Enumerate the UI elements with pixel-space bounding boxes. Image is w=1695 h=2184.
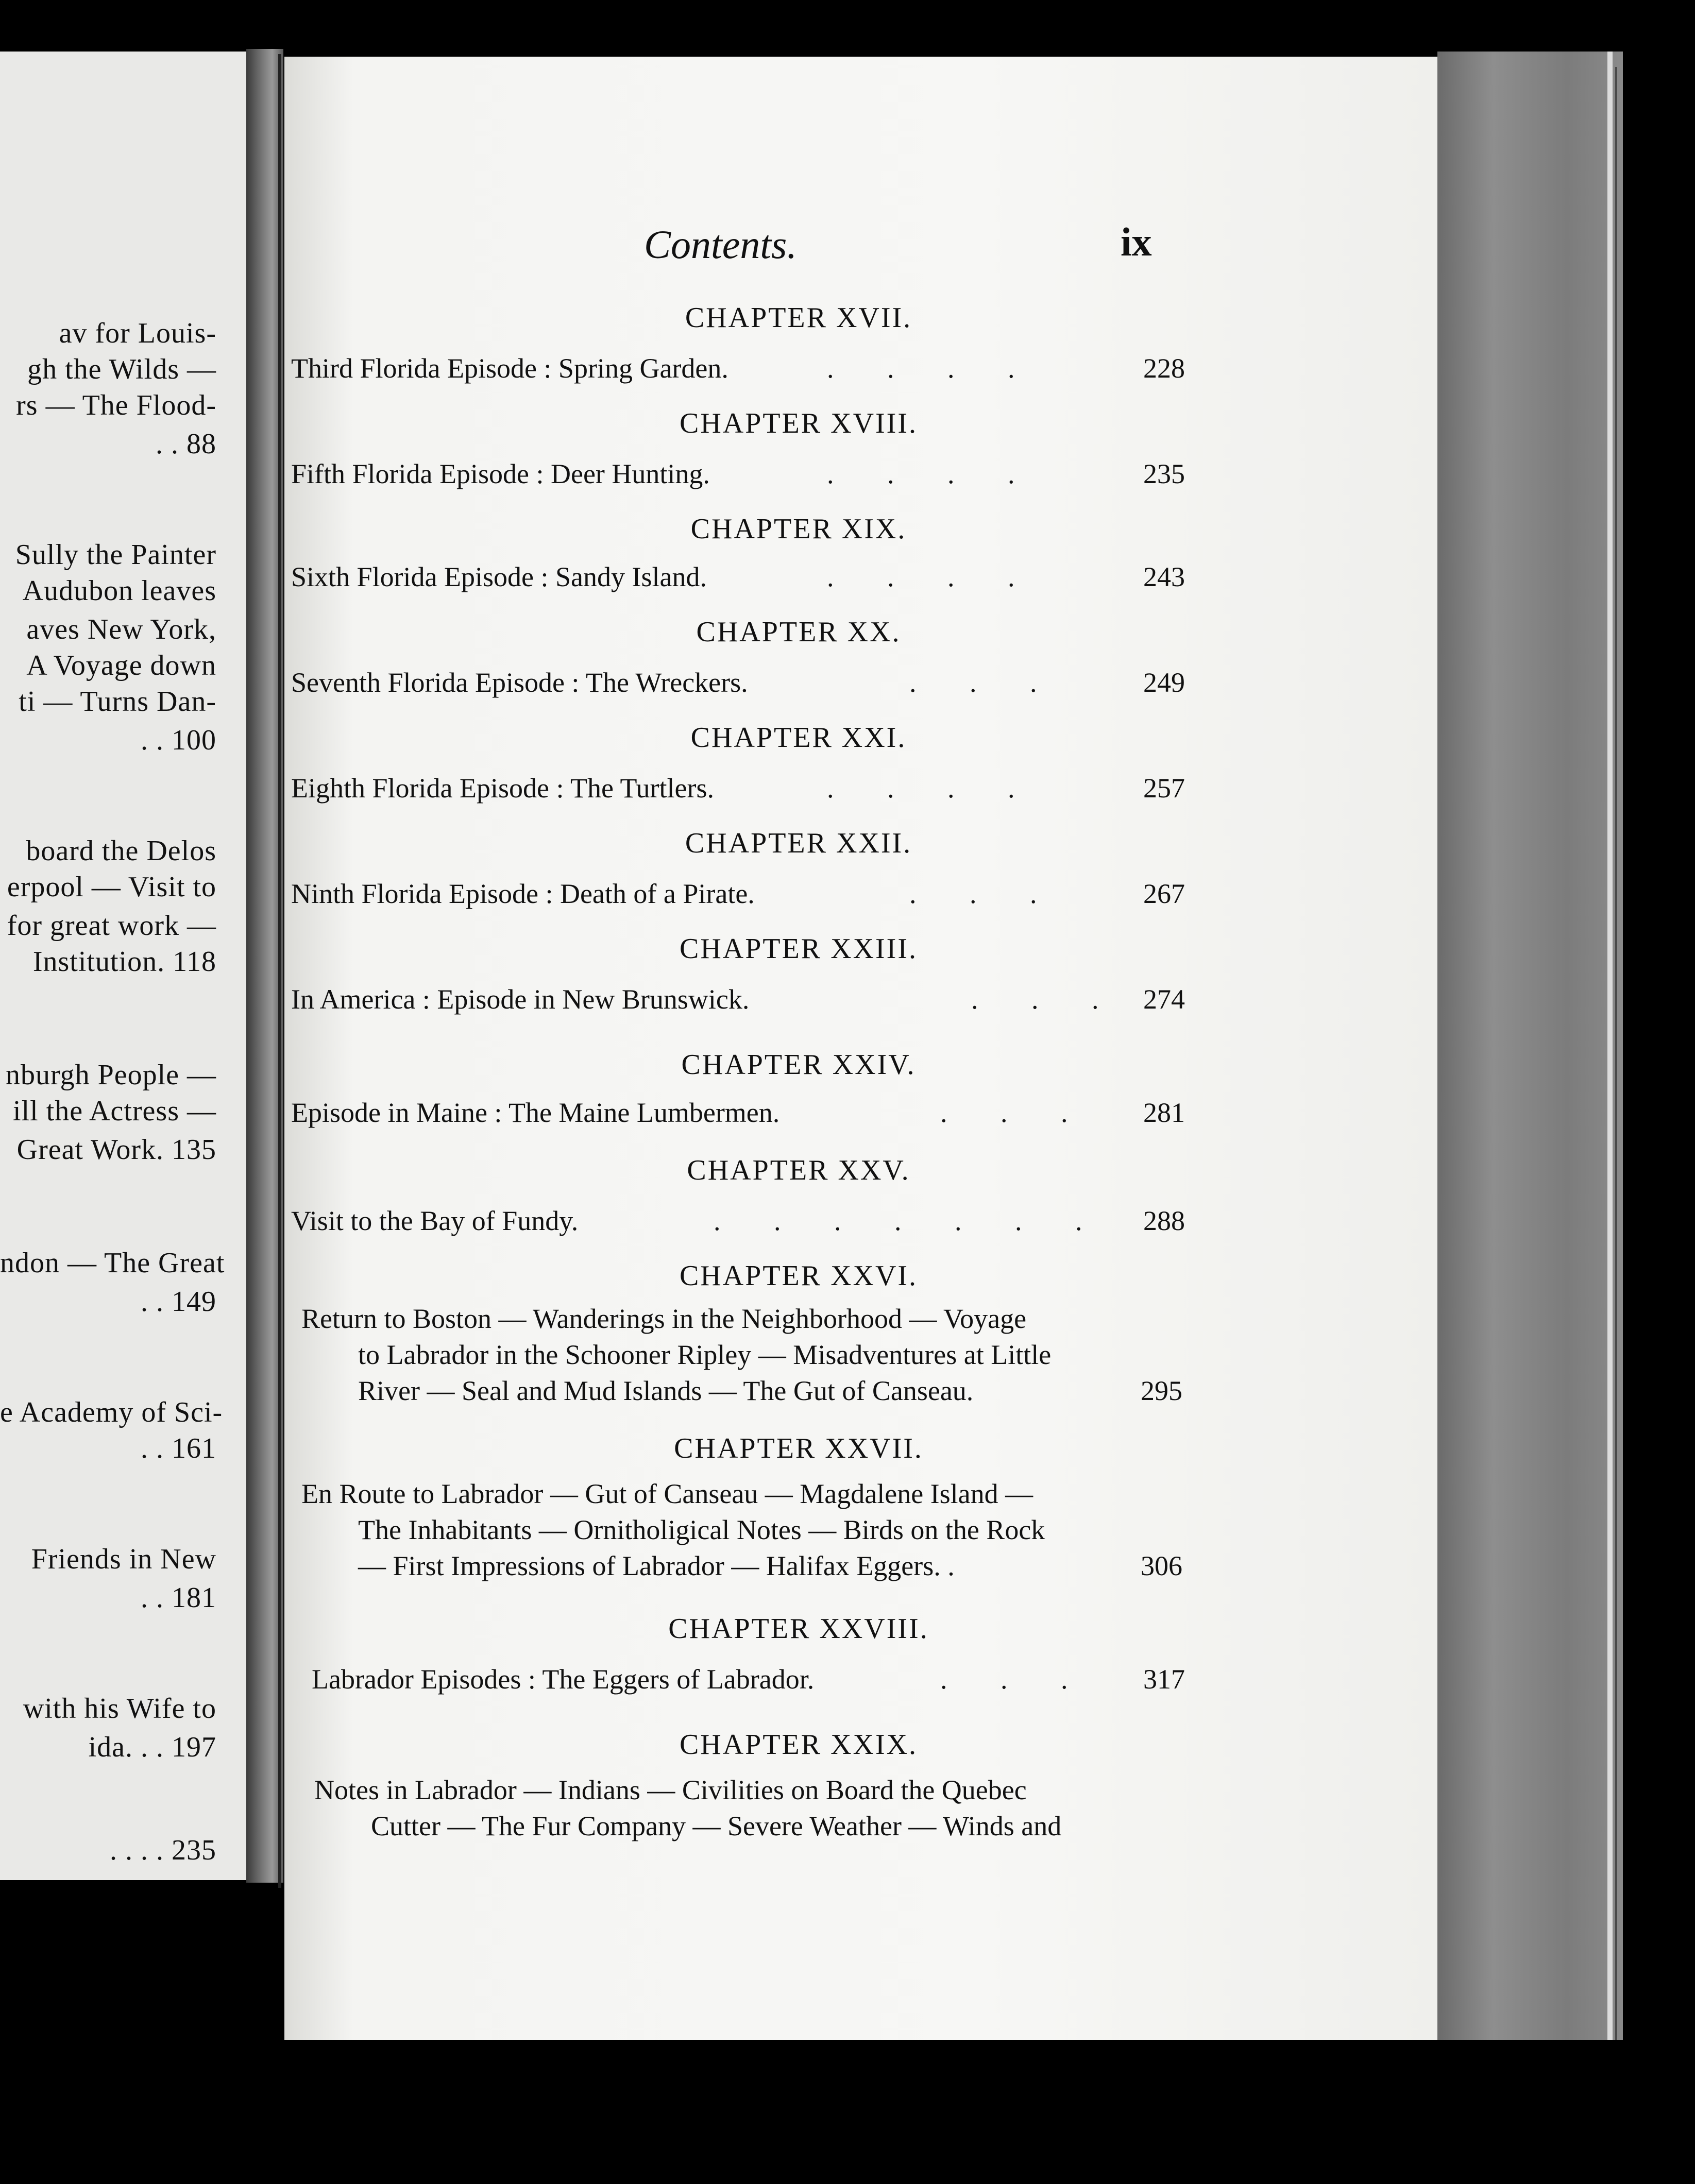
chapter-heading: CHAPTER XXI.: [690, 722, 907, 754]
leader-dots: . . .: [909, 878, 1040, 909]
entry-title: Ninth Florida Episode : Death of a Pirate.: [291, 878, 755, 909]
left-page-line: Institution. 118: [32, 946, 216, 978]
left-page-line: ndon — The Great: [0, 1247, 225, 1279]
chapter-heading: CHAPTER XIX.: [690, 513, 907, 545]
entry-page: 317: [1143, 1664, 1185, 1695]
entry-page: 306: [1141, 1550, 1182, 1581]
scan-border: [0, 2040, 1695, 2184]
entry-page: 243: [1143, 561, 1185, 592]
page-number: ix: [1121, 219, 1152, 264]
leader-dots: . . . .: [827, 458, 1018, 489]
chapter-heading: CHAPTER XX.: [696, 616, 901, 648]
leader-dots: . . . . . . .: [714, 1205, 1086, 1236]
running-title: Contents.: [644, 222, 797, 267]
scan-border: [0, 0, 1695, 54]
entry-page: 281: [1143, 1097, 1185, 1128]
left-page-line: . . 149: [141, 1286, 216, 1318]
entry-title: Sixth Florida Episode : Sandy Island.: [291, 561, 707, 592]
chapter-heading: CHAPTER XXII.: [685, 827, 912, 859]
leader-dots: . . . .: [827, 353, 1018, 384]
entry-line: to Labrador in the Schooner Ripley — Misadventures at Little: [358, 1339, 1052, 1370]
entry-title: Visit to the Bay of Fundy.: [291, 1205, 579, 1236]
left-page-line: erpool — Visit to: [7, 871, 216, 903]
left-page-line: Friends in New: [31, 1543, 216, 1575]
chapter-heading: CHAPTER XXVIII.: [668, 1613, 929, 1645]
left-page-line: ti — Turns Dan-: [19, 686, 216, 718]
leader-dots: . . .: [909, 667, 1040, 698]
leader-dots: . . .: [940, 1664, 1071, 1695]
left-page-line: board the Delos: [26, 835, 216, 867]
leader-dots: . . .: [940, 1097, 1071, 1128]
entry-title: Seventh Florida Episode : The Wreckers.: [291, 667, 748, 698]
entry-title: Fifth Florida Episode : Deer Hunting.: [291, 458, 710, 489]
left-page-line: . . 100: [141, 724, 216, 756]
entry-line: The Inhabitants — Ornitholigical Notes — Birds on the Rock: [358, 1514, 1045, 1545]
entry-title: Labrador Episodes : The Eggers of Labrador.: [312, 1664, 815, 1695]
entry-page: 267: [1143, 878, 1185, 909]
chapter-heading: CHAPTER XVII.: [685, 302, 912, 334]
gutter-shadow: [278, 54, 281, 1888]
toc-entry-multiline[interactable]: [314, 1772, 1190, 1844]
entry-title: Episode in Maine : The Maine Lumbermen.: [291, 1097, 780, 1128]
entry-page: 257: [1143, 773, 1185, 804]
entry-line: Cutter — The Fur Company — Severe Weather — Winds and: [371, 1811, 1062, 1841]
entry-page: 288: [1143, 1205, 1185, 1236]
left-page-line: ill the Actress —: [13, 1095, 216, 1127]
left-page-line: Sully the Painter: [15, 539, 216, 571]
left-page-line: rs — The Flood-: [16, 389, 216, 421]
toc-entry-multiline[interactable]: [301, 1476, 1182, 1584]
left-page-line: e Academy of Sci-: [0, 1396, 223, 1428]
left-page-line: . . 181: [141, 1582, 216, 1614]
entry-page: 249: [1143, 667, 1185, 698]
left-page-line: aves New York,: [26, 613, 216, 645]
left-page: [0, 52, 246, 1880]
entry-page: 274: [1143, 984, 1185, 1015]
left-page-line: A Voyage down: [26, 650, 216, 681]
entry-title: Eighth Florida Episode : The Turtlers.: [291, 773, 714, 804]
chapter-heading: CHAPTER XXIII.: [680, 933, 918, 965]
entry-line: Notes in Labrador — Indians — Civilities on Board the Quebec: [314, 1774, 1027, 1805]
entry-line-with-page: [301, 1373, 1182, 1409]
chapter-heading: CHAPTER XXV.: [687, 1154, 910, 1186]
toc-entry-multiline[interactable]: [301, 1301, 1182, 1409]
left-page-line: ida. . . 197: [88, 1731, 216, 1763]
chapter-heading: CHAPTER XXIV.: [681, 1049, 916, 1081]
entry-page: 228: [1143, 353, 1185, 384]
left-page-line: . . 88: [156, 428, 216, 460]
entry-line: En Route to Labrador — Gut of Canseau — Magdalene Island —: [301, 1478, 1033, 1509]
chapter-heading: CHAPTER XXIX.: [679, 1729, 918, 1761]
page-edge-highlight: [1607, 52, 1613, 2040]
page-edges: [1437, 52, 1623, 2040]
chapter-heading: CHAPTER XXVII.: [674, 1432, 923, 1464]
left-page-line: gh the Wilds —: [27, 353, 216, 385]
chapter-heading: CHAPTER XVIII.: [680, 407, 918, 439]
left-page-line: nburgh People —: [5, 1059, 216, 1091]
entry-page: 235: [1143, 458, 1185, 489]
entry-line: River — Seal and Mud Islands — The Gut of Canseau.: [358, 1375, 974, 1406]
entry-page: 295: [1141, 1375, 1182, 1406]
left-page-line: . . . . 235: [110, 1834, 216, 1866]
left-page-line: for great work —: [7, 910, 216, 942]
chapter-heading: CHAPTER XXVI.: [679, 1260, 918, 1292]
leader-dots: . . .: [971, 984, 1102, 1015]
entry-title: Third Florida Episode : Spring Garden.: [291, 353, 728, 384]
leader-dots: . . . .: [827, 773, 1018, 804]
page-edge-shadow: [1615, 67, 1617, 2040]
entry-title: In America : Episode in New Brunswick.: [291, 984, 750, 1015]
left-page-line: Audubon leaves: [22, 575, 216, 607]
entry-line: — First Impressions of Labrador — Halifax Eggers. .: [358, 1550, 955, 1581]
left-page-line: Great Work. 135: [16, 1134, 216, 1166]
entry-line-with-page: [301, 1548, 1182, 1584]
entry-line: Return to Boston — Wanderings in the Neighborhood — Voyage: [301, 1303, 1027, 1334]
left-page-line: . . 161: [141, 1432, 216, 1464]
left-page-line: av for Louis-: [59, 317, 216, 349]
leader-dots: . . . .: [827, 561, 1018, 592]
left-page-line: with his Wife to: [23, 1693, 216, 1725]
